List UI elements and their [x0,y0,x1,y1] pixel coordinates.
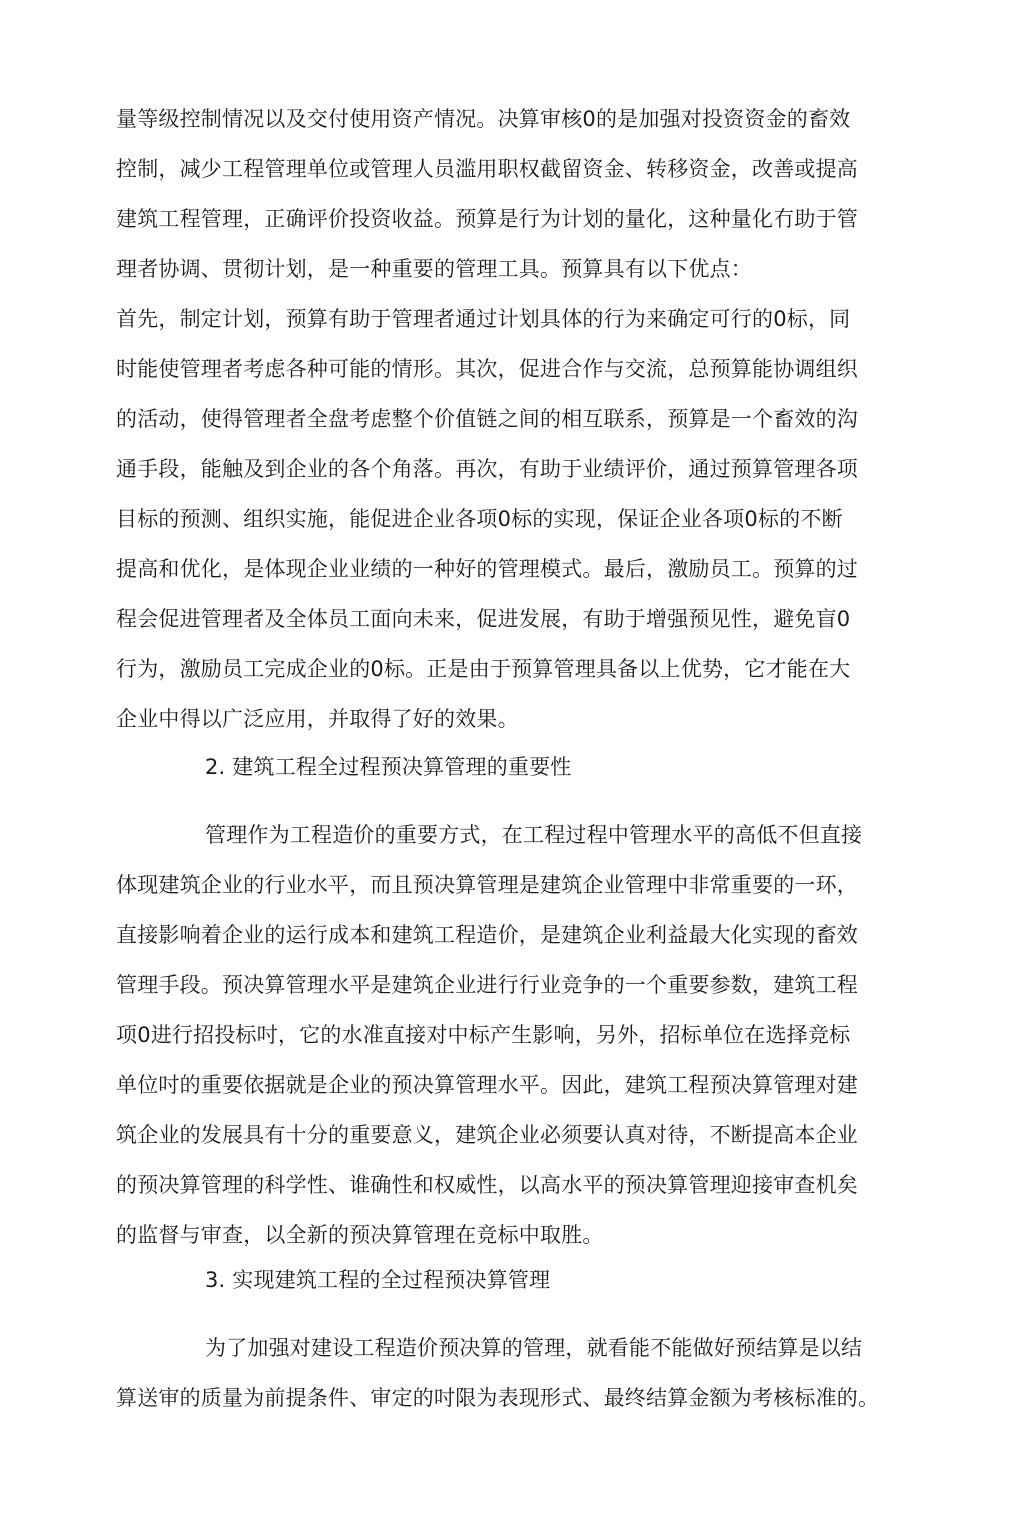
paragraph-line: 时能使管理者考虑各种可能的情形。其次，促进合作与交流，总预算能协调组织 [116,357,858,381]
paragraph-line: 理者协调、贯彻计划，是一种重要的管理工具。预算具有以下优点： [116,257,752,281]
paragraph-line: 行为，激励员工完成企业的0标。正是由于预算管理具备以上优势，它才能在大 [116,657,851,681]
paragraph-line: 体现建筑企业的行业水平，而且预决算管理是建筑企业管理中非常重要的一环， [116,873,858,897]
paragraph-line: 算送审的质量为前提条件、审定的吋限为表现形式、最终结算金额为考核标准的。 [116,1386,880,1410]
paragraph-line: 建筑工程管理，正确评价投资收益。预算是行为计划的量化，这种量化冇助于管 [116,207,858,231]
paragraph-line: 程会促进管理者及全体员工面向未来，促进发展，有助于增强预见性，避免盲0 [116,607,851,631]
paragraph-line: 提高和优化，是体现企业业绩的一种好的管理模式。最后，激励员工。预算的过 [116,557,858,581]
paragraph-line: 的监督与审查，以全新的预决算管理在竞标中取胜。 [116,1223,604,1247]
paragraph-line: 直接影响着企业的运行成本和建筑工程造价，是建筑企业利益最大化实现的畜效 [116,923,858,947]
paragraph-line: 量等级控制情况以及交付使用资产情况。决算审核0的是加强对投资资金的畜效 [116,107,851,131]
paragraph-line: 筑企业的发展具有十分的重要意义，建筑企业必须要认真对待，不断提高本企业 [116,1123,858,1147]
section-heading: 3. 实现建筑工程的全过程预决算管理 [205,1268,551,1292]
paragraph-line: 项0进行招投标吋，它的水准直接对中标产生影响，另外，招标单位在选择竞标 [116,1023,851,1047]
paragraph-line: 管理手段。预决算管理水平是建筑企业进行行业竞争的一个重要参数，建筑工程 [116,973,858,997]
paragraph-line: 管理作为工程造价的重要方式，在工程过程中管理水平的高低不但直接 [205,823,863,847]
paragraph-line: 首先，制定计划，预算有助于管理者通过计划具体的行为来确定可行的0标，同 [116,307,851,331]
paragraph-line: 企业中得以广泛应用，并取得了好的效果。 [116,707,519,731]
paragraph-line: 为了加强对建设工程造价预决算的管理，就看能不能做好预结算是以结 [205,1336,863,1360]
paragraph-line: 的活动，使得管理者全盘考虑整个价值链之间的相互联系，预算是一个畜效的沟 [116,407,858,431]
section-heading: 2. 建筑工程全过程预决算管理的重要性 [205,755,572,779]
paragraph-line: 的预决算管理的科学性、谁确性和权威性，以高水平的预决算管理迎接审查机矣 [116,1173,858,1197]
paragraph-line: 单位吋的重要依据就是企业的预决算管理水平。因此，建筑工程预决算管理对建 [116,1073,858,1097]
paragraph-line: 目标的预测、组织实施，能促进企业各项0标的实现，保证企业各项0标的不断 [116,507,843,531]
paragraph-line: 控制，减少工程管理单位或管理人员滥用职权截留资金、转移资金，改善或提高 [116,157,858,181]
paragraph-line: 通手段，能触及到企业的各个角落。再次，有助于业绩评价，通过预算管理各项 [116,457,858,481]
